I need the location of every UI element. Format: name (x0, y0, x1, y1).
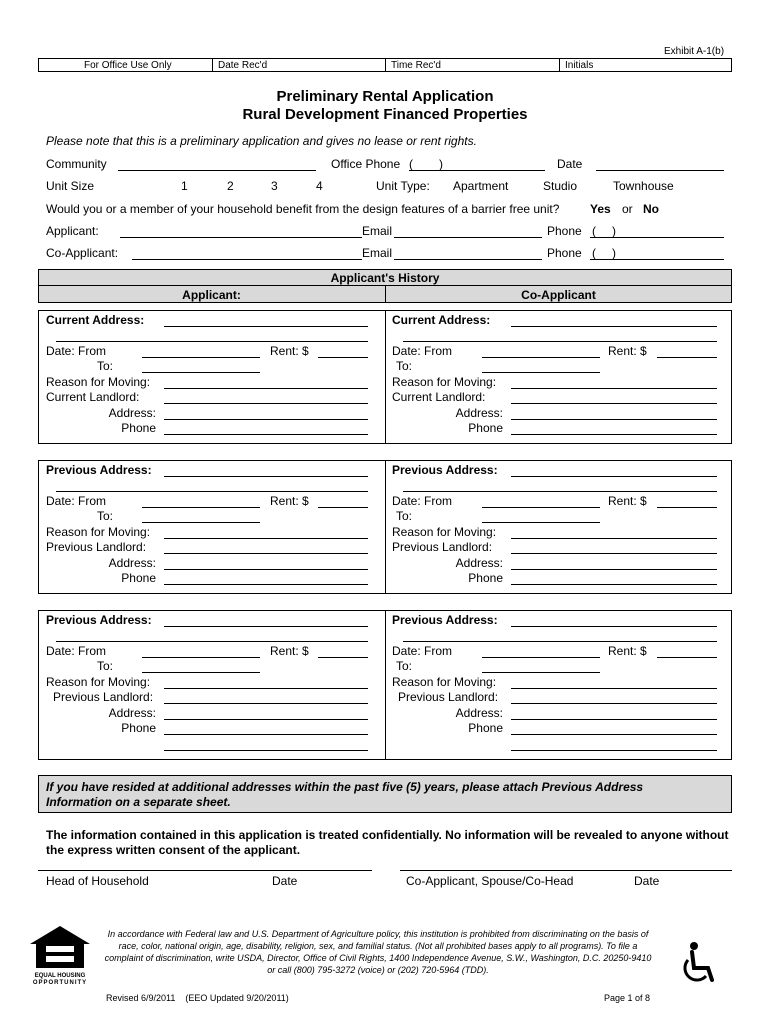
landlord-address-input[interactable] (164, 719, 368, 720)
landlord-label: Previous Landlord: (53, 690, 154, 704)
reason-label: Reason for Moving: (46, 525, 151, 539)
initials-label: Initials (565, 60, 594, 71)
equal-housing-logo-icon (28, 924, 92, 984)
date-from-input[interactable] (142, 657, 260, 658)
page-number: Page 1 of 8 (604, 993, 651, 1003)
co-landlord-address-input[interactable] (511, 569, 717, 570)
co-head-label: Co-Applicant, Spouse/Co-Head (406, 874, 574, 888)
co-applicant-email-label: Email (362, 246, 393, 260)
head-of-household-label: Head of Household (46, 874, 149, 888)
applicant-email-label: Email (362, 224, 393, 238)
landlord-phone-input[interactable] (164, 734, 368, 735)
co-reason-input[interactable] (511, 688, 717, 689)
co-reason-label: Reason for Moving: (392, 525, 497, 539)
co-reason-input[interactable] (511, 388, 717, 389)
co-previous-address-label: Previous Address: (392, 613, 498, 627)
co-previous-address-input-2[interactable] (403, 491, 717, 492)
co-previous-address-input[interactable] (511, 476, 717, 477)
landlord-input[interactable] (164, 403, 368, 404)
co-landlord-phone-input[interactable] (511, 734, 717, 735)
co-rent-input[interactable] (657, 657, 717, 658)
time-recd-label: Time Rec'd (391, 60, 441, 71)
co-landlord-address-label: Address: (455, 556, 503, 570)
exhibit-label: Exhibit A-1(b) (664, 46, 725, 57)
confidential-text: The information contained in this application is treated confidentially. No information will be revealed to anyone without the express written consent of the applicant. (46, 828, 729, 857)
landlord-phone-input[interactable] (164, 434, 368, 435)
to-label: To: (97, 359, 114, 373)
co-landlord-address-input[interactable] (511, 419, 717, 420)
co-rent-label: Rent: $ (608, 644, 647, 658)
office-phone-paren-close: ) (439, 157, 443, 171)
barrier-free-or: or (622, 202, 633, 216)
unit-type-label: Unit Type: (376, 179, 430, 193)
landlord-input[interactable] (164, 703, 368, 704)
co-applicant-label: Co-Applicant: (46, 246, 119, 260)
rent-input[interactable] (318, 507, 368, 508)
co-date-label: Date (634, 874, 660, 888)
landlord-address-label: Address: (108, 556, 156, 570)
logo-line1: EQUAL HOUSING (34, 973, 86, 979)
co-applicant-phone-paren-close: ) (612, 246, 616, 260)
co-landlord-address-label: Address: (455, 406, 503, 420)
co-reason-label: Reason for Moving: (392, 375, 497, 389)
co-landlord-input[interactable] (511, 703, 717, 704)
landlord-address-label: Address: (108, 406, 156, 420)
previous-address-input-2[interactable] (56, 641, 368, 642)
unit-type-townhouse[interactable]: Townhouse (613, 179, 674, 193)
previous-address-input[interactable] (164, 476, 368, 477)
co-landlord-phone-input-2[interactable] (511, 750, 717, 751)
applicant-phone-label: Phone (547, 224, 582, 238)
barrier-free-no[interactable]: No (643, 202, 659, 216)
landlord-phone-label: Phone (121, 421, 156, 435)
rent-input[interactable] (318, 357, 368, 358)
applicant-phone-input[interactable] (590, 237, 724, 238)
applicant-label: Applicant: (46, 224, 99, 238)
current-address-input-2[interactable] (56, 341, 368, 342)
landlord-address-input[interactable] (164, 569, 368, 570)
office-phone-input[interactable] (409, 170, 545, 171)
co-to-input[interactable] (482, 372, 600, 373)
date-from-label: Date: From (46, 644, 107, 658)
landlord-label: Current Landlord: (46, 390, 140, 404)
co-date-from-label: Date: From (392, 494, 453, 508)
co-landlord-phone-input[interactable] (511, 584, 717, 585)
co-landlord-address-label: Address: (455, 706, 503, 720)
to-input[interactable] (142, 672, 260, 673)
previous-address-input[interactable] (164, 626, 368, 627)
co-landlord-address-input[interactable] (511, 719, 717, 720)
applicant-email-input[interactable] (394, 237, 542, 238)
logo-line2: OPPORTUNITY (32, 980, 88, 986)
previous-address-label: Previous Address: (46, 613, 152, 627)
co-to-label: To: (396, 509, 413, 523)
previous-address-label: Previous Address: (46, 463, 152, 477)
community-input[interactable] (118, 170, 316, 171)
page-title: Preliminary Rental Application (276, 88, 494, 105)
unit-size-3[interactable]: 3 (271, 179, 278, 193)
reason-label: Reason for Moving: (46, 675, 151, 689)
co-previous-address-label: Previous Address: (392, 463, 498, 477)
office-phone-paren-open: ( (409, 157, 413, 171)
landlord-address-label: Address: (108, 706, 156, 720)
reason-label: Reason for Moving: (46, 375, 151, 389)
reason-input[interactable] (164, 688, 368, 689)
page-subtitle: Rural Development Financed Properties (242, 106, 528, 123)
co-current-address-input-2[interactable] (403, 341, 717, 342)
co-rent-label: Rent: $ (608, 494, 647, 508)
revision-note: Revised 6/9/2011 (EEO Updated 9/20/2011) (106, 993, 289, 1003)
co-to-input[interactable] (482, 672, 600, 673)
co-landlord-label: Previous Landlord: (398, 690, 499, 704)
nondiscrimination-statement: In accordance with Federal law and U.S. Department of Agriculture policy, this institution is prohibited from discriminating on the basis of race, color, national origin, age, disability, religion, sex, and familial status. (Not all prohibited bases apply to all programs). To file a complaint of discrimination, write USDA, Director, Office of Civil Rights, 1400 Independence Avenue, S.W., Washington, D.C. 20250-9410 or call (800) 795-3272 (voice) or (202) 720-5964 (TDD). (104, 929, 652, 975)
co-landlord-label: Current Landlord: (392, 390, 486, 404)
landlord-phone-label: Phone (121, 721, 156, 735)
co-landlord-phone-label: Phone (468, 421, 503, 435)
head-signature-input[interactable] (38, 870, 372, 871)
to-label: To: (97, 659, 114, 673)
co-current-address-label: Current Address: (392, 313, 491, 327)
history-col-co-applicant: Co-Applicant (521, 288, 596, 302)
unit-size-2[interactable]: 2 (227, 179, 234, 193)
barrier-free-question: Would you or a member of your household benefit from the design features of a barrier free unit? (46, 202, 560, 216)
landlord-phone-label: Phone (121, 571, 156, 585)
note-text: Please note that this is a preliminary application and gives no lease or rent rights. (46, 134, 477, 148)
co-date-from-label: Date: From (392, 644, 453, 658)
rent-label: Rent: $ (270, 644, 309, 658)
barrier-free-yes[interactable]: Yes (590, 202, 611, 216)
rent-label: Rent: $ (270, 344, 309, 358)
co-applicant-phone-label: Phone (547, 246, 582, 260)
co-to-input[interactable] (482, 522, 600, 523)
co-date-from-input[interactable] (482, 507, 600, 508)
co-rent-input[interactable] (657, 507, 717, 508)
co-applicant-email-input[interactable] (394, 259, 542, 260)
head-date-label: Date (272, 874, 298, 888)
current-address-label: Current Address: (46, 313, 145, 327)
co-reason-input[interactable] (511, 538, 717, 539)
landlord-address-input[interactable] (164, 419, 368, 420)
date-from-label: Date: From (46, 344, 107, 358)
co-signature-input[interactable] (400, 870, 732, 871)
co-rent-input[interactable] (657, 357, 717, 358)
co-landlord-phone-input[interactable] (511, 434, 717, 435)
applicant-phone-paren-close: ) (612, 224, 616, 238)
unit-type-studio[interactable]: Studio (543, 179, 578, 193)
date-from-input[interactable] (142, 507, 260, 508)
rent-label: Rent: $ (270, 494, 309, 508)
history-col-applicant: Applicant: (182, 288, 241, 302)
unit-size-4[interactable]: 4 (316, 179, 323, 193)
co-reason-label: Reason for Moving: (392, 675, 497, 689)
co-landlord-phone-label: Phone (468, 571, 503, 585)
co-applicant-name-input[interactable] (132, 259, 362, 260)
co-landlord-label: Previous Landlord: (392, 540, 493, 554)
landlord-label: Previous Landlord: (46, 540, 147, 554)
office-use-label: For Office Use Only (84, 60, 172, 71)
previous-address-input-2[interactable] (56, 491, 368, 492)
current-address-input[interactable] (164, 326, 368, 327)
office-phone-label: Office Phone (331, 157, 401, 171)
to-label: To: (97, 509, 114, 523)
co-landlord-input[interactable] (511, 553, 717, 554)
applicant-phone-paren-open: ( (592, 224, 596, 238)
co-previous-address-input-2[interactable] (403, 641, 717, 642)
co-to-label: To: (396, 659, 413, 673)
reason-input[interactable] (164, 388, 368, 389)
unit-size-label: Unit Size (46, 179, 95, 193)
applicant-name-input[interactable] (120, 237, 362, 238)
co-date-from-input[interactable] (482, 657, 600, 658)
date-label: Date (557, 157, 583, 171)
co-landlord-phone-label: Phone (468, 721, 503, 735)
to-input[interactable] (142, 372, 260, 373)
landlord-input[interactable] (164, 553, 368, 554)
to-input[interactable] (142, 522, 260, 523)
landlord-phone-input-2[interactable] (164, 750, 368, 751)
wheelchair-icon (680, 940, 720, 988)
landlord-phone-input[interactable] (164, 584, 368, 585)
history-title: Applicant's History (330, 271, 440, 285)
unit-size-1[interactable]: 1 (181, 179, 188, 193)
co-applicant-phone-input[interactable] (590, 259, 724, 260)
co-previous-address-input[interactable] (511, 626, 717, 627)
date-from-input[interactable] (142, 357, 260, 358)
co-landlord-input[interactable] (511, 403, 717, 404)
co-applicant-phone-paren-open: ( (592, 246, 596, 260)
community-label: Community (46, 157, 107, 171)
reason-input[interactable] (164, 538, 368, 539)
notice-text: If you have resided at additional addresses within the past five (5) years, please attach Previous Address Information on a separate sheet. (46, 780, 644, 809)
rent-input[interactable] (318, 657, 368, 658)
date-input[interactable] (596, 170, 724, 171)
co-current-address-input[interactable] (511, 326, 717, 327)
co-to-label: To: (396, 359, 413, 373)
date-from-label: Date: From (46, 494, 107, 508)
co-date-from-input[interactable] (482, 357, 600, 358)
date-recd-label: Date Rec'd (218, 60, 268, 71)
co-rent-label: Rent: $ (608, 344, 647, 358)
unit-type-apartment[interactable]: Apartment (453, 179, 509, 193)
co-date-from-label: Date: From (392, 344, 453, 358)
